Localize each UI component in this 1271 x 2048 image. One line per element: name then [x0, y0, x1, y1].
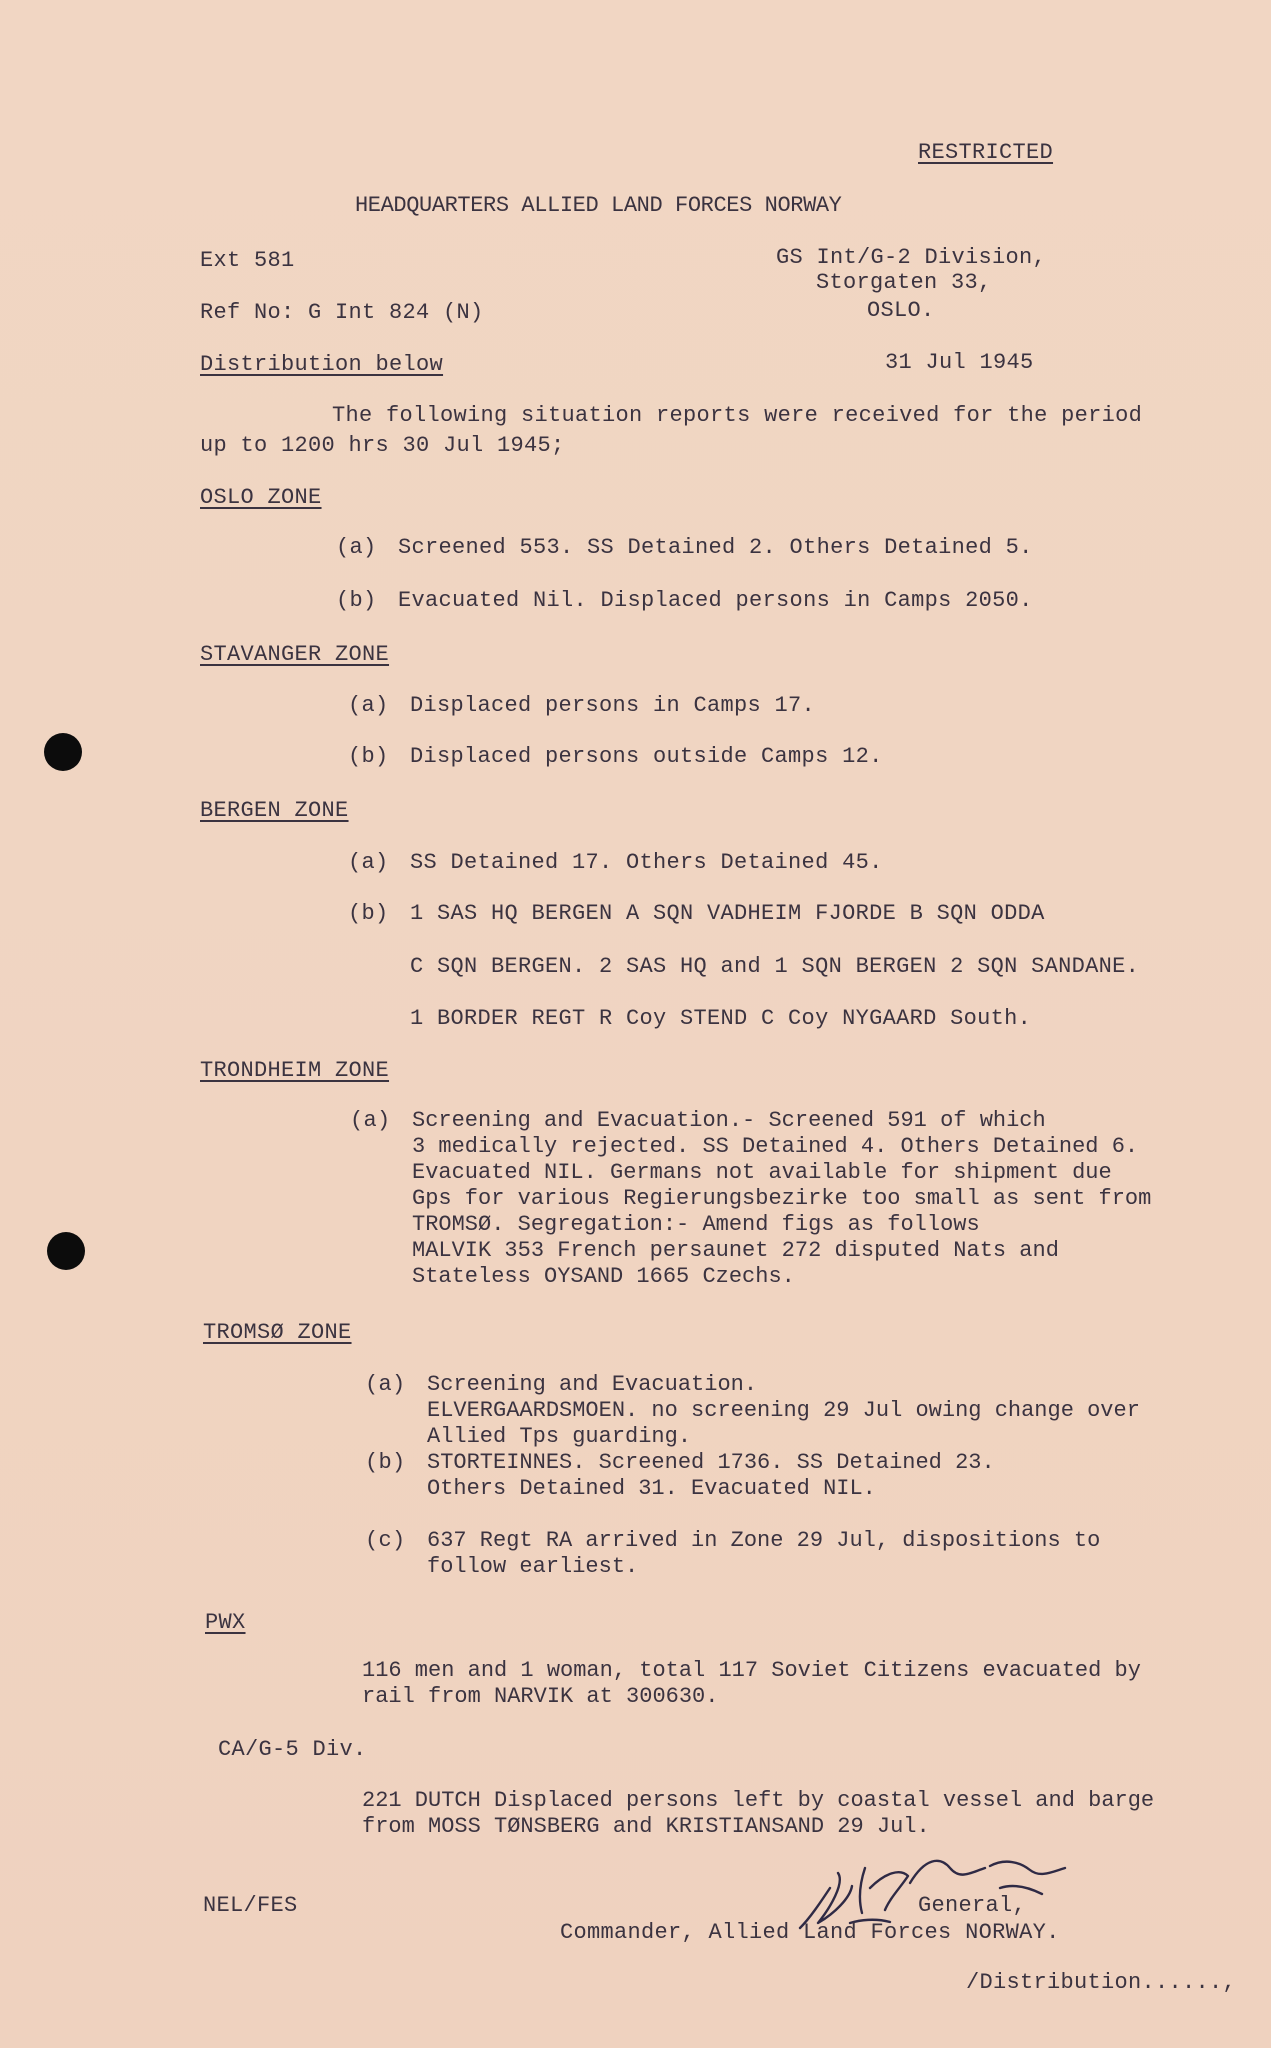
trondheim-a-paragraph [412, 1108, 1151, 1290]
typist-initials: NEL/FES [203, 1893, 298, 1918]
stavanger-b-marker: (b) [348, 744, 389, 769]
oslo-b-marker: (b) [336, 588, 377, 613]
punch-hole-bottom [47, 1232, 85, 1270]
paragraph-line: MALVIK 353 French persaunet 272 disputed Nats and [412, 1238, 1059, 1263]
punch-hole-top [44, 733, 82, 771]
tromso-zone-heading: TROMSØ ZONE [203, 1320, 352, 1345]
pwx-paragraph [362, 1658, 1141, 1710]
paragraph-line: follow earliest. [427, 1554, 639, 1579]
paragraph-line: 3 medically rejected. SS Detained 4. Others Detained 6. [412, 1134, 1139, 1159]
trondheim-zone-heading: TRONDHEIM ZONE [200, 1058, 390, 1083]
address-line-2: Storgaten 33, [816, 270, 992, 295]
paragraph-line: 116 men and 1 woman, total 117 Soviet Citizens evacuated by [362, 1658, 1141, 1683]
paragraph-line: Evacuated NIL. Germans not available for shipment due [412, 1160, 1112, 1185]
intro-line-2: up to 1200 hrs 30 Jul 1945; [200, 433, 565, 458]
oslo-a-marker: (a) [336, 535, 377, 560]
signature-rank: General, [918, 1893, 1027, 1918]
intro-line-1: The following situation reports were received for the period [332, 403, 1143, 428]
distribution-continuation: /Distribution......, [966, 1970, 1237, 1995]
distribution-label: Distribution below [200, 352, 444, 377]
letterhead: HEADQUARTERS ALLIED LAND FORCES NORWAY [355, 193, 842, 218]
paragraph-line: rail from NARVIK at 300630. [362, 1684, 719, 1709]
bergen-zone-heading: BERGEN ZONE [200, 798, 349, 823]
bergen-a-text: SS Detained 17. Others Detained 45. [410, 850, 883, 875]
paragraph-line: Allied Tps guarding. [427, 1424, 692, 1449]
bergen-b-line-3: 1 BORDER REGT R Coy STEND C Coy NYGAARD South. [410, 1006, 1032, 1031]
stavanger-b-text: Displaced persons outside Camps 12. [410, 744, 883, 769]
paragraph-line: Screening and Evacuation.- Screened 591 of which [412, 1108, 1046, 1133]
address-line-1: GS Int/G-2 Division, [776, 245, 1047, 270]
tromso-b-paragraph [427, 1450, 995, 1502]
ca-division-heading: CA/G-5 Div. [218, 1737, 367, 1762]
paragraph-line: ELVERGAARDSMOEN. no screening 29 Jul owing change over [427, 1398, 1140, 1423]
bergen-b-marker: (b) [348, 901, 389, 926]
paragraph-line: STORTEINNES. Screened 1736. SS Detained 23. [427, 1450, 995, 1475]
tromso-b-marker: (b) [365, 1450, 406, 1475]
bergen-b-line-2: C SQN BERGEN. 2 SAS HQ and 1 SQN BERGEN 2 SQN SANDANE. [410, 954, 1140, 979]
tromso-a-marker: (a) [365, 1372, 406, 1397]
trondheim-a-marker: (a) [350, 1108, 391, 1133]
oslo-b-text: Evacuated Nil. Displaced persons in Camps 2050. [398, 588, 1033, 613]
reference-number: Ref No: G Int 824 (N) [200, 300, 484, 325]
paragraph-line: 221 DUTCH Displaced persons left by coastal vessel and barge [362, 1788, 1155, 1813]
oslo-a-text: Screened 553. SS Detained 2. Others Detained 5. [398, 535, 1033, 560]
document-date: 31 Jul 1945 [885, 350, 1034, 375]
tromso-c-marker: (c) [365, 1528, 406, 1553]
classification-marking: RESTRICTED [918, 140, 1054, 165]
paragraph-line: from MOSS TØNSBERG and KRISTIANSAND 29 Jul. [362, 1814, 930, 1839]
tromso-c-paragraph [427, 1528, 1100, 1580]
oslo-zone-heading: OSLO ZONE [200, 485, 322, 510]
stavanger-zone-heading: STAVANGER ZONE [200, 642, 390, 667]
pwx-heading: PWX [205, 1610, 246, 1635]
paragraph-line: Gps for various Regierungsbezirke too small as sent from [412, 1186, 1152, 1211]
paragraph-line: 637 Regt RA arrived in Zone 29 Jul, dispositions to [427, 1528, 1101, 1553]
paragraph-line: Stateless OYSAND 1665 Czechs. [412, 1264, 795, 1289]
address-line-3: OSLO. [867, 298, 935, 323]
paragraph-line: Screening and Evacuation. [427, 1372, 758, 1397]
tromso-a-paragraph [427, 1372, 1140, 1450]
extension-number: Ext 581 [200, 248, 295, 273]
paragraph-line: TROMSØ. Segregation:- Amend figs as follows [412, 1212, 980, 1237]
bergen-b-line-1: 1 SAS HQ BERGEN A SQN VADHEIM FJORDE B SQN ODDA [410, 901, 1045, 926]
bergen-a-marker: (a) [348, 850, 389, 875]
signature-title: Commander, Allied Land Forces NORWAY. [560, 1920, 1060, 1945]
stavanger-a-text: Displaced persons in Camps 17. [410, 693, 816, 718]
paragraph-line: Others Detained 31. Evacuated NIL. [427, 1476, 876, 1501]
stavanger-a-marker: (a) [348, 693, 389, 718]
